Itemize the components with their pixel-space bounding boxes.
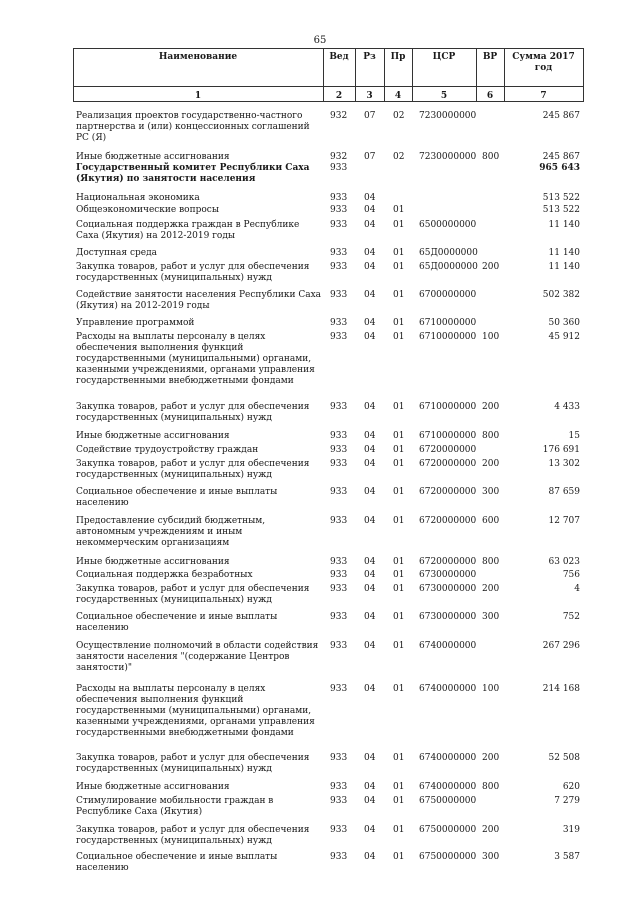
cell-ved: 933 (330, 459, 348, 469)
cell-rz: 04 (364, 459, 376, 469)
table-row (76, 248, 582, 259)
cell-name: Общеэкономические вопросы (76, 205, 219, 215)
cell-rz: 04 (364, 318, 376, 328)
cell-rz: 04 (364, 193, 376, 203)
cell-ved: 933 (330, 487, 348, 497)
cell-name: Государственный комитет Республики Саха (Якутия) по занятости населения (76, 163, 310, 184)
cell-ved: 933 (330, 584, 348, 594)
cell-csr: 6740000000 (419, 782, 477, 792)
table-row (76, 852, 582, 873)
header-rz: Рз (363, 52, 376, 62)
cell-ved: 933 (330, 318, 348, 328)
cell-csr: 6720000000 (419, 557, 477, 567)
page-number: 65 (313, 35, 327, 46)
cell-csr: 6730000000 (419, 570, 477, 580)
cell-pr: 01 (393, 584, 405, 594)
cell-rz: 04 (364, 584, 376, 594)
col-number-7: 7 (540, 91, 547, 101)
cell-pr: 01 (393, 220, 405, 230)
table-row (76, 516, 582, 549)
header-name: Наименование (158, 52, 238, 62)
cell-pr: 02 (393, 152, 405, 162)
cell-vr: 800 (482, 782, 500, 792)
cell-csr: 7230000000 (419, 152, 477, 162)
cell-pr: 01 (393, 205, 405, 215)
cell-ved: 933 (330, 782, 348, 792)
cell-pr: 01 (393, 445, 405, 455)
cell-sum: 502 382 (542, 290, 580, 300)
table-row (76, 152, 582, 163)
cell-pr: 01 (393, 753, 405, 763)
cell-vr: 800 (482, 557, 500, 567)
cell-name: Иные бюджетные ассигнования (76, 782, 230, 792)
cell-sum: 13 302 (548, 459, 580, 469)
cell-vr: 300 (482, 612, 500, 622)
table-row (76, 193, 582, 204)
cell-pr: 01 (393, 570, 405, 580)
cell-name: Национальная экономика (76, 193, 200, 203)
cell-ved: 933 (330, 825, 348, 835)
table-row (76, 459, 582, 481)
col-number-6: 6 (486, 91, 494, 101)
col-border (583, 48, 584, 102)
table-row (76, 445, 582, 456)
cell-name: Социальное обеспечение и иные выплаты населению (76, 852, 278, 873)
cell-sum: 7 279 (554, 796, 580, 806)
cell-pr: 01 (393, 487, 405, 497)
cell-pr: 01 (393, 290, 405, 300)
table-row (76, 796, 582, 818)
cell-name: Управление программой (76, 318, 195, 328)
table-row (76, 684, 582, 739)
cell-vr: 100 (482, 332, 500, 342)
cell-name: Стимулирование мобильности граждан в Республике Саха (Якутия) (76, 796, 274, 817)
cell-ved: 933 (330, 290, 348, 300)
header-pr: Пр (390, 52, 406, 62)
cell-ved: 933 (330, 852, 348, 862)
cell-pr: 01 (393, 796, 405, 806)
cell-sum: 11 140 (548, 262, 580, 272)
cell-name: Расходы на выплаты персоналу в целях обеспечения выполнения функций государственными (муниципальными) органами, казенными учреждениями, органами управления государственными внебюджетными фондами (76, 684, 315, 738)
cell-rz: 07 (364, 111, 376, 121)
cell-rz: 04 (364, 684, 376, 694)
cell-csr: 6710000000 (419, 431, 477, 441)
cell-ved: 933 (330, 445, 348, 455)
table-row (76, 431, 582, 442)
cell-rz: 04 (364, 431, 376, 441)
cell-rz: 04 (364, 612, 376, 622)
cell-csr: 6730000000 (419, 612, 477, 622)
cell-rz: 04 (364, 641, 376, 651)
header-vr: ВР (482, 52, 498, 62)
header-top-border (73, 48, 584, 49)
cell-pr: 01 (393, 431, 405, 441)
header-csr: ЦСР (432, 52, 456, 62)
cell-name: Иные бюджетные ассигнования (76, 152, 230, 162)
table-row (76, 262, 582, 284)
cell-ved: 933 (330, 557, 348, 567)
cell-pr: 01 (393, 612, 405, 622)
cell-name: Доступная среда (76, 248, 157, 258)
cell-vr: 600 (482, 516, 500, 526)
cell-rz: 04 (364, 262, 376, 272)
cell-name: Предоставление субсидий бюджетным, автономным учреждениям и иным некоммерческим организациям (76, 516, 266, 548)
cell-name: Закупка товаров, работ и услуг для обеспечения государственных (муниципальных) нужд (76, 459, 310, 480)
cell-sum: 50 360 (548, 318, 580, 328)
cell-rz: 04 (364, 557, 376, 567)
table-row (76, 641, 582, 673)
cell-vr: 300 (482, 487, 500, 497)
cell-name: Осуществление полномочий в области содействия занятости населения "(содержание Центров занятости)" (76, 641, 319, 673)
cell-rz: 04 (364, 487, 376, 497)
table-row (76, 825, 582, 847)
cell-name: Социальное обеспечение и иные выплаты населению (76, 487, 278, 508)
cell-ved: 933 (330, 796, 348, 806)
cell-sum: 4 433 (554, 402, 580, 412)
table-row (76, 612, 582, 633)
table-row (76, 332, 582, 387)
cell-name: Социальная поддержка граждан в Республике Саха (Якутия) на 2012-2019 годы (76, 220, 300, 241)
cell-rz: 04 (364, 402, 376, 412)
cell-ved: 933 (330, 193, 348, 203)
cell-rz: 04 (364, 332, 376, 342)
cell-sum: 513 522 (542, 193, 580, 203)
header-sum: Сумма 2017 год (512, 52, 575, 73)
cell-sum: 52 508 (548, 753, 580, 763)
cell-sum: 15 (568, 431, 580, 441)
table-row (76, 290, 582, 312)
cell-name: Иные бюджетные ассигнования (76, 557, 230, 567)
cell-sum: 267 296 (542, 641, 580, 651)
cell-ved: 932 (330, 152, 348, 162)
cell-ved: 933 (330, 612, 348, 622)
cell-ved: 933 (330, 163, 348, 173)
cell-rz: 04 (364, 290, 376, 300)
table-row (76, 205, 582, 216)
col-number-5: 5 (440, 91, 448, 101)
cell-vr: 100 (482, 684, 500, 694)
cell-sum: 214 168 (542, 684, 580, 694)
cell-sum: 245 867 (542, 152, 580, 162)
cell-csr: 6720000000 (419, 445, 477, 455)
cell-csr: 65Д0000000 (419, 248, 478, 258)
cell-ved: 933 (330, 205, 348, 215)
cell-name: Содействие занятости населения Республики Саха (Якутия) на 2012-2019 годы (76, 290, 322, 311)
table-row (76, 487, 582, 508)
table-row (76, 584, 582, 606)
cell-name: Расходы на выплаты персоналу в целях обеспечения выполнения функций государственными (муниципальными) органами, казенными учреждениями, органами управления государственными внебюджетными фондами (76, 332, 315, 386)
cell-pr: 01 (393, 782, 405, 792)
cell-ved: 933 (330, 248, 348, 258)
cell-sum: 4 (574, 584, 580, 594)
col-number-1: 1 (194, 91, 202, 101)
cell-ved: 933 (330, 220, 348, 230)
cell-ved: 933 (330, 431, 348, 441)
cell-sum: 513 522 (542, 205, 580, 215)
cell-rz: 04 (364, 796, 376, 806)
cell-name: Закупка товаров, работ и услуг для обеспечения государственных (муниципальных) нужд (76, 262, 310, 283)
cell-sum: 752 (562, 612, 580, 622)
cell-rz: 04 (364, 753, 376, 763)
cell-csr: 7230000000 (419, 111, 477, 121)
table-row (76, 318, 582, 329)
cell-sum: 87 659 (548, 487, 580, 497)
cell-name: Закупка товаров, работ и услуг для обеспечения государственных (муниципальных) нужд (76, 825, 310, 846)
cell-vr: 800 (482, 152, 500, 162)
cell-vr: 800 (482, 431, 500, 441)
cell-rz: 04 (364, 445, 376, 455)
cell-csr: 6700000000 (419, 290, 477, 300)
cell-rz: 04 (364, 782, 376, 792)
cell-pr: 01 (393, 318, 405, 328)
cell-rz: 04 (364, 516, 376, 526)
cell-rz: 04 (364, 852, 376, 862)
cell-sum: 11 140 (548, 248, 580, 258)
cell-name: Закупка товаров, работ и услуг для обеспечения государственных (муниципальных) нужд (76, 584, 310, 605)
cell-vr: 200 (482, 753, 500, 763)
cell-csr: 6710000000 (419, 318, 477, 328)
cell-sum: 319 (562, 825, 580, 835)
col-number-2: 2 (335, 91, 343, 101)
cell-csr: 6740000000 (419, 684, 477, 694)
cell-csr: 6730000000 (419, 584, 477, 594)
cell-pr: 01 (393, 262, 405, 272)
cell-vr: 200 (482, 402, 500, 412)
cell-csr: 6710000000 (419, 402, 477, 412)
cell-csr: 6750000000 (419, 796, 477, 806)
cell-pr: 01 (393, 402, 405, 412)
cell-name: Реализация проектов государственно-частного партнерства и (или) концессионных соглашений РС (Я) (76, 111, 310, 143)
cell-rz: 07 (364, 152, 376, 162)
cell-name: Содействие трудоустройству граждан (76, 445, 259, 455)
col-number-3: 3 (366, 91, 373, 101)
header-bottom-border (73, 101, 584, 102)
cell-vr: 200 (482, 459, 500, 469)
cell-ved: 933 (330, 753, 348, 763)
cell-name: Социальная поддержка безработных (76, 570, 253, 580)
table-row (76, 163, 582, 185)
cell-pr: 02 (393, 111, 405, 121)
cell-name: Закупка товаров, работ и услуг для обеспечения государственных (муниципальных) нужд (76, 402, 310, 423)
cell-csr: 6720000000 (419, 516, 477, 526)
cell-sum: 3 587 (554, 852, 580, 862)
cell-vr: 200 (482, 262, 500, 272)
table-row (76, 220, 582, 242)
table-row (76, 782, 582, 793)
cell-ved: 933 (330, 570, 348, 580)
cell-vr: 200 (482, 584, 500, 594)
table-row (76, 753, 582, 775)
cell-ved: 932 (330, 111, 348, 121)
cell-ved: 933 (330, 641, 348, 651)
cell-pr: 01 (393, 825, 405, 835)
cell-csr: 6720000000 (419, 459, 477, 469)
table-row (76, 570, 582, 581)
cell-pr: 01 (393, 557, 405, 567)
table-row (76, 402, 582, 424)
cell-vr: 300 (482, 852, 500, 862)
cell-csr: 6720000000 (419, 487, 477, 497)
cell-ved: 933 (330, 262, 348, 272)
header-ved: Вед (329, 52, 349, 62)
col-number-4: 4 (394, 91, 402, 101)
cell-ved: 933 (330, 516, 348, 526)
cell-csr: 6710000000 (419, 332, 477, 342)
cell-pr: 01 (393, 459, 405, 469)
cell-name: Социальное обеспечение и иные выплаты населению (76, 612, 278, 633)
table-row (76, 111, 582, 143)
cell-csr: 6740000000 (419, 753, 477, 763)
cell-csr: 6740000000 (419, 641, 477, 651)
cell-sum: 45 912 (548, 332, 580, 342)
table-row (76, 557, 582, 568)
cell-sum: 245 867 (542, 111, 580, 121)
cell-rz: 04 (364, 248, 376, 258)
cell-sum: 11 140 (548, 220, 580, 230)
header-divider (73, 86, 584, 87)
cell-csr: 65Д0000000 (419, 262, 478, 272)
cell-sum: 63 023 (548, 557, 580, 567)
cell-pr: 01 (393, 684, 405, 694)
cell-ved: 933 (330, 332, 348, 342)
cell-ved: 933 (330, 402, 348, 412)
cell-sum: 12 707 (548, 516, 580, 526)
cell-sum: 965 643 (539, 163, 580, 173)
cell-sum: 620 (562, 782, 580, 792)
cell-name: Иные бюджетные ассигнования (76, 431, 230, 441)
cell-ved: 933 (330, 684, 348, 694)
cell-rz: 04 (364, 825, 376, 835)
cell-rz: 04 (364, 570, 376, 580)
cell-vr: 200 (482, 825, 500, 835)
cell-sum: 176 691 (542, 445, 580, 455)
cell-pr: 01 (393, 516, 405, 526)
cell-pr: 01 (393, 248, 405, 258)
cell-sum: 756 (562, 570, 580, 580)
cell-csr: 6750000000 (419, 852, 477, 862)
cell-rz: 04 (364, 220, 376, 230)
cell-rz: 04 (364, 205, 376, 215)
cell-csr: 6500000000 (419, 220, 477, 230)
cell-name: Закупка товаров, работ и услуг для обеспечения государственных (муниципальных) нужд (76, 753, 310, 774)
cell-pr: 01 (393, 641, 405, 651)
cell-csr: 6750000000 (419, 825, 477, 835)
cell-pr: 01 (393, 332, 405, 342)
cell-pr: 01 (393, 852, 405, 862)
